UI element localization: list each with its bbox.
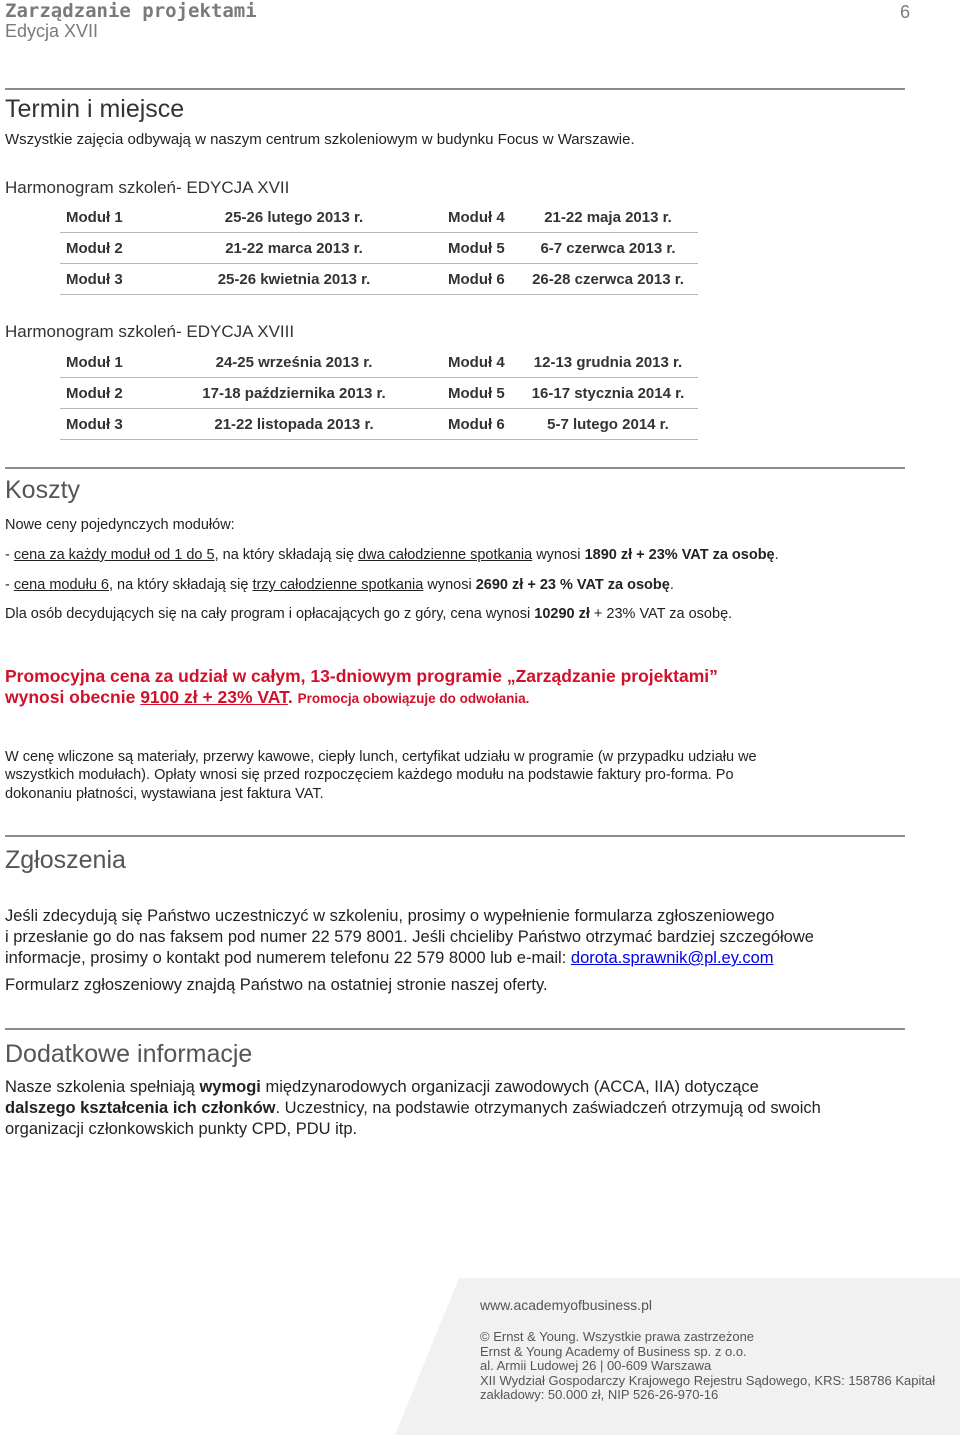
module-date: 6-7 czerwca 2013 r. bbox=[518, 233, 698, 264]
text: cena modułu 6 bbox=[13, 577, 109, 593]
text: , na który składają się bbox=[108, 577, 253, 593]
text: . Uczestnicy, na podstawie otrzymanych zaświadczeń otrzymują od swoich bbox=[275, 1099, 821, 1117]
text: trzy całodzienne spotkania bbox=[252, 577, 424, 593]
price-value: 2690 zł + 23 % VAT za osobę bbox=[475, 577, 670, 593]
promo-price: 9100 zł + 23% VAT bbox=[140, 687, 288, 707]
dodatkowe-heading: Dodatkowe informacje bbox=[5, 1040, 253, 1068]
module-label: Moduł 4 bbox=[442, 202, 518, 233]
termin-heading: Termin i miejsce bbox=[5, 95, 185, 123]
module-label: Moduł 6 bbox=[442, 264, 518, 295]
table-row bbox=[60, 409, 698, 440]
footer-website[interactable]: www.academyofbusiness.pl bbox=[480, 1297, 652, 1313]
footer-capital: zakładowy: 50.000 zł, NIP 526-26-970-16 bbox=[480, 1387, 719, 1402]
dodatkowe-line-1 bbox=[5, 1077, 759, 1098]
module-label: Moduł 1 bbox=[60, 202, 146, 233]
zgloszenia-line-3 bbox=[5, 948, 774, 969]
koszty-heading: Koszty bbox=[5, 476, 81, 504]
price-line-modules-1-5 bbox=[5, 547, 779, 563]
module-date: 21-22 listopada 2013 r. bbox=[146, 409, 442, 440]
text: , na który składają się bbox=[214, 547, 359, 563]
text: wynosi bbox=[423, 577, 476, 593]
promo-note: Promocja obowiązuje do odwołania. bbox=[297, 691, 530, 706]
promo-line-1: Promocyjna cena za udział w całym, 13-dniowym programie „Zarządzanie projektami” bbox=[5, 666, 718, 686]
module-date: 17-18 października 2013 r. bbox=[146, 378, 442, 409]
text: . bbox=[287, 687, 298, 707]
text: cena za każdy moduł od 1 do 5 bbox=[13, 547, 215, 563]
text: - bbox=[5, 577, 14, 593]
zgloszenia-line-4: Formularz zgłoszeniowy znajdą Państwo na ostatniej stronie naszej oferty. bbox=[5, 976, 548, 994]
schedule-18-table bbox=[60, 347, 698, 440]
text: wynosi obecnie bbox=[5, 687, 141, 707]
module-label: Moduł 3 bbox=[60, 409, 146, 440]
price-line-module-6 bbox=[5, 577, 674, 593]
module-label: Moduł 5 bbox=[442, 233, 518, 264]
document-title: Zarządzanie projektami bbox=[5, 0, 257, 22]
schedule-17-heading: Harmonogram szkoleń- EDYCJA XVII bbox=[5, 178, 290, 197]
text: Nasze szkolenia spełniają bbox=[5, 1078, 200, 1096]
module-label: Moduł 6 bbox=[442, 409, 518, 440]
termin-text: Wszystkie zajęcia odbywają w naszym centrum szkoleniowym w budynku Focus w Warszawie. bbox=[5, 131, 635, 148]
text: wymogi bbox=[199, 1078, 261, 1096]
includes-line-1: W cenę wliczone są materiały, przerwy kawowe, ciepły lunch, certyfikat udziału w programie (w przypadku udziału we bbox=[5, 749, 757, 765]
price-value: 10290 zł bbox=[534, 606, 590, 622]
table-row bbox=[60, 264, 698, 295]
table-row bbox=[60, 347, 698, 378]
includes-line-2: wszystkich modułach). Opłaty wnosi się przed rozpoczęciem każdego modułu na podstawie faktury pro-forma. Po bbox=[5, 767, 734, 783]
text: - bbox=[5, 547, 14, 563]
module-date: 21-22 marca 2013 r. bbox=[146, 233, 442, 264]
module-date: 5-7 lutego 2014 r. bbox=[518, 409, 698, 440]
text: dwa całodzienne spotkania bbox=[358, 547, 533, 563]
footer-copyright: © Ernst & Young. Wszystkie prawa zastrzeżone bbox=[480, 1329, 755, 1344]
dodatkowe-line-2 bbox=[5, 1098, 821, 1119]
text: wynosi bbox=[532, 547, 585, 563]
promo-line-2 bbox=[5, 687, 529, 708]
footer-court: XII Wydział Gospodarczy Krajowego Rejestru Sądowego, KRS: 158786 Kapitał bbox=[480, 1373, 936, 1388]
text: międzynarodowych organizacji zawodowych (ACCA, IIA) dotyczące bbox=[260, 1078, 759, 1096]
module-label: Moduł 4 bbox=[442, 347, 518, 378]
text: . bbox=[774, 547, 779, 563]
includes-line-3: dokonaniu płatności, wystawiana jest faktura VAT. bbox=[5, 786, 324, 802]
table-row bbox=[60, 233, 698, 264]
text: informacje, prosimy o kontakt pod numerem telefonu 22 579 8000 lub e-mail: bbox=[5, 949, 571, 967]
module-date: 26-28 czerwca 2013 r. bbox=[518, 264, 698, 295]
price-line-full-program bbox=[5, 606, 732, 622]
price-value: 1890 zł + 23% VAT za osobę bbox=[584, 547, 775, 563]
edition-label: Edycja XVII bbox=[5, 21, 99, 41]
text: . bbox=[669, 577, 674, 593]
module-label: Moduł 2 bbox=[60, 378, 146, 409]
module-date: 16-17 stycznia 2014 r. bbox=[518, 378, 698, 409]
section-divider bbox=[5, 835, 905, 837]
table-row bbox=[60, 202, 698, 233]
section-divider bbox=[5, 467, 905, 469]
zgloszenia-heading: Zgłoszenia bbox=[5, 846, 126, 874]
table-row bbox=[60, 378, 698, 409]
module-date: 25-26 kwietnia 2013 r. bbox=[146, 264, 442, 295]
footer-address: al. Armii Ludowej 26 | 00-609 Warszawa bbox=[480, 1358, 712, 1373]
module-date: 21-22 maja 2013 r. bbox=[518, 202, 698, 233]
koszty-intro: Nowe ceny pojedynczych modułów: bbox=[5, 517, 235, 533]
section-divider bbox=[5, 88, 905, 90]
dodatkowe-line-3: organizacji członkowskich punkty CPD, PDU itp. bbox=[5, 1120, 358, 1138]
page-number: 6 bbox=[899, 2, 910, 22]
module-date: 25-26 lutego 2013 r. bbox=[146, 202, 442, 233]
text: + 23% VAT za osobę. bbox=[589, 606, 733, 622]
zgloszenia-line-2: i przesłanie go do nas faksem pod numer 22 579 8001. Jeśli chcieliby Państwo otrzymać bardziej szczegółowe bbox=[5, 928, 814, 946]
schedule-18-heading: Harmonogram szkoleń- EDYCJA XVIII bbox=[5, 322, 295, 341]
module-label: Moduł 2 bbox=[60, 233, 146, 264]
email-link[interactable]: dorota.sprawnik@pl.ey.com bbox=[570, 949, 774, 967]
text: Dla osób decydujących się na cały program i opłacających go z góry, cena wynosi bbox=[5, 606, 535, 622]
schedule-17-table bbox=[60, 202, 698, 295]
text: dalszego kształcenia ich członków bbox=[5, 1099, 276, 1117]
section-divider bbox=[5, 1028, 905, 1030]
footer-company: Ernst & Young Academy of Business sp. z o.o. bbox=[480, 1344, 747, 1359]
module-date: 12-13 grudnia 2013 r. bbox=[518, 347, 698, 378]
module-label: Moduł 3 bbox=[60, 264, 146, 295]
module-label: Moduł 5 bbox=[442, 378, 518, 409]
module-label: Moduł 1 bbox=[60, 347, 146, 378]
zgloszenia-line-1: Jeśli zdecydują się Państwo uczestniczyć w szkoleniu, prosimy o wypełnienie formularza zgłoszeniowego bbox=[5, 907, 775, 925]
module-date: 24-25 września 2013 r. bbox=[146, 347, 442, 378]
